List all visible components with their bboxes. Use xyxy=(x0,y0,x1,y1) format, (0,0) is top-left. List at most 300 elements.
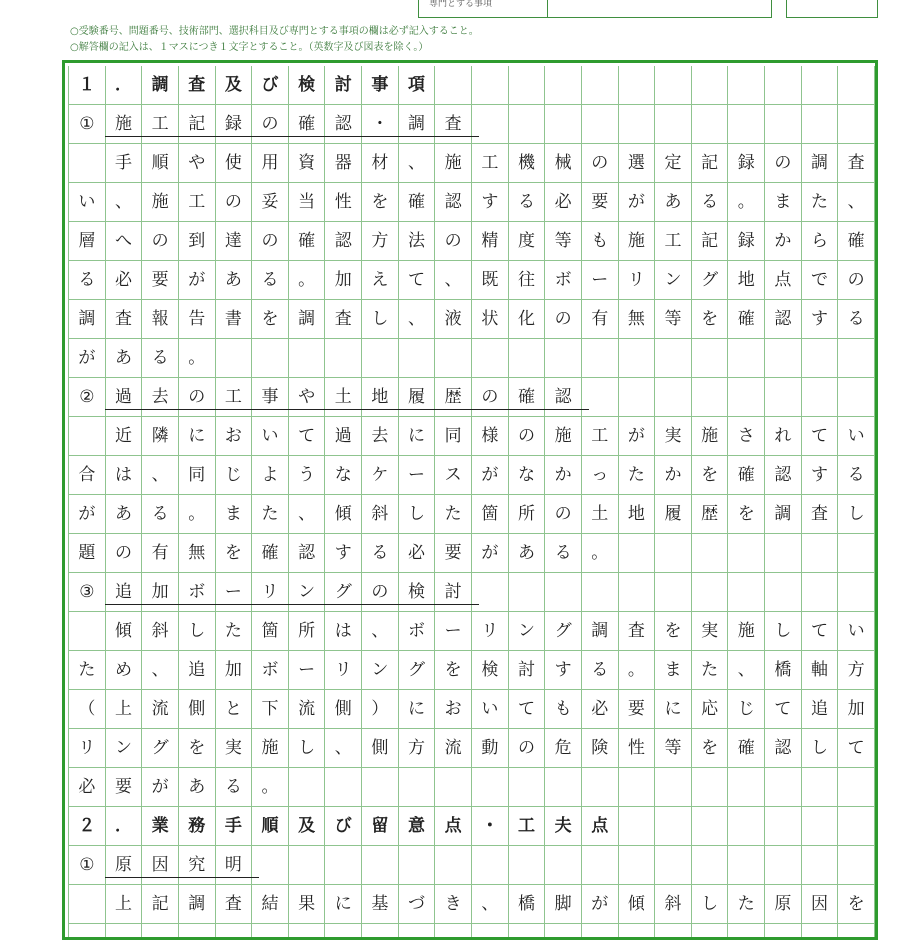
grid-cell[interactable]: 要 xyxy=(106,768,143,807)
grid-cell[interactable]: う xyxy=(289,456,326,495)
grid-cell[interactable] xyxy=(472,573,509,612)
grid-cell[interactable]: 査 xyxy=(802,495,839,534)
grid-cell[interactable]: 認 xyxy=(325,222,362,261)
grid-cell[interactable] xyxy=(106,924,143,940)
grid-cell[interactable]: 動 xyxy=(472,729,509,768)
grid-cell[interactable]: い xyxy=(252,417,289,456)
grid-cell[interactable]: に xyxy=(655,690,692,729)
grid-cell[interactable] xyxy=(362,924,399,940)
grid-cell[interactable]: の xyxy=(435,222,472,261)
grid-cell[interactable]: グ xyxy=(692,261,729,300)
grid-cell[interactable]: 業 xyxy=(142,807,179,846)
grid-cell[interactable]: 実 xyxy=(216,729,253,768)
grid-cell[interactable]: 性 xyxy=(619,729,656,768)
grid-cell[interactable]: 順 xyxy=(252,807,289,846)
grid-cell[interactable]: 側 xyxy=(179,690,216,729)
grid-cell[interactable]: る xyxy=(838,300,875,339)
grid-cell[interactable]: て xyxy=(802,417,839,456)
grid-cell[interactable] xyxy=(252,339,289,378)
grid-cell[interactable]: 基 xyxy=(362,885,399,924)
grid-cell[interactable] xyxy=(765,846,802,885)
grid-cell[interactable] xyxy=(582,573,619,612)
grid-cell[interactable]: し xyxy=(362,300,399,339)
grid-cell[interactable]: は xyxy=(106,456,143,495)
grid-cell[interactable]: れ xyxy=(765,417,802,456)
grid-cell[interactable] xyxy=(399,339,436,378)
grid-cell[interactable]: る xyxy=(216,768,253,807)
grid-cell[interactable]: 方 xyxy=(362,222,399,261)
grid-cell[interactable]: 歴 xyxy=(435,378,472,417)
grid-cell[interactable]: 、 xyxy=(289,495,326,534)
grid-cell[interactable]: 書 xyxy=(216,300,253,339)
grid-cell[interactable]: 要 xyxy=(619,690,656,729)
grid-cell[interactable]: １ xyxy=(69,66,106,105)
grid-cell[interactable]: 箇 xyxy=(472,495,509,534)
grid-cell[interactable] xyxy=(252,924,289,940)
grid-cell[interactable] xyxy=(545,768,582,807)
grid-cell[interactable]: 討 xyxy=(325,66,362,105)
grid-cell[interactable]: 選 xyxy=(619,144,656,183)
grid-cell[interactable] xyxy=(765,66,802,105)
grid-cell[interactable]: 無 xyxy=(619,300,656,339)
grid-cell[interactable]: 近 xyxy=(106,417,143,456)
grid-cell[interactable]: 調 xyxy=(582,612,619,651)
grid-cell[interactable] xyxy=(252,846,289,885)
grid-cell[interactable]: 。 xyxy=(289,261,326,300)
grid-cell[interactable]: 録 xyxy=(728,144,765,183)
grid-cell[interactable] xyxy=(472,105,509,144)
grid-cell[interactable] xyxy=(69,924,106,940)
grid-cell[interactable]: る xyxy=(362,534,399,573)
grid-cell[interactable]: ー xyxy=(435,612,472,651)
grid-cell[interactable]: る xyxy=(142,495,179,534)
grid-cell[interactable]: か xyxy=(765,222,802,261)
grid-cell[interactable] xyxy=(838,66,875,105)
grid-cell[interactable] xyxy=(692,339,729,378)
grid-cell[interactable] xyxy=(509,846,546,885)
grid-cell[interactable]: 確 xyxy=(509,378,546,417)
grid-cell[interactable]: も xyxy=(582,222,619,261)
grid-cell[interactable]: て xyxy=(289,417,326,456)
grid-cell[interactable] xyxy=(69,144,106,183)
grid-cell[interactable]: 明 xyxy=(216,846,253,885)
grid-cell[interactable]: ー xyxy=(399,456,436,495)
grid-cell[interactable] xyxy=(582,924,619,940)
exam-number-box[interactable] xyxy=(786,0,878,18)
grid-cell[interactable]: 調 xyxy=(179,885,216,924)
grid-cell[interactable] xyxy=(216,924,253,940)
grid-cell[interactable]: い xyxy=(472,690,509,729)
grid-cell[interactable]: に xyxy=(399,690,436,729)
grid-cell[interactable]: あ xyxy=(106,339,143,378)
grid-cell[interactable] xyxy=(655,66,692,105)
grid-cell[interactable]: し xyxy=(765,612,802,651)
grid-cell[interactable]: の xyxy=(765,144,802,183)
grid-cell[interactable]: し xyxy=(692,885,729,924)
grid-cell[interactable]: る xyxy=(838,456,875,495)
grid-cell[interactable]: の xyxy=(252,105,289,144)
grid-cell[interactable]: な xyxy=(509,456,546,495)
grid-cell[interactable] xyxy=(619,924,656,940)
grid-cell[interactable]: 事 xyxy=(252,378,289,417)
grid-cell[interactable]: た xyxy=(802,183,839,222)
grid-cell[interactable] xyxy=(289,339,326,378)
grid-cell[interactable] xyxy=(728,846,765,885)
grid-cell[interactable] xyxy=(472,339,509,378)
grid-cell[interactable]: 工 xyxy=(216,378,253,417)
grid-cell[interactable] xyxy=(838,534,875,573)
grid-cell[interactable]: 題 xyxy=(69,534,106,573)
grid-cell[interactable] xyxy=(582,768,619,807)
grid-cell[interactable]: て xyxy=(765,690,802,729)
grid-cell[interactable] xyxy=(765,768,802,807)
grid-cell[interactable] xyxy=(655,105,692,144)
grid-cell[interactable]: の xyxy=(582,144,619,183)
grid-cell[interactable]: て xyxy=(838,729,875,768)
grid-cell[interactable] xyxy=(728,768,765,807)
grid-cell[interactable]: 必 xyxy=(582,690,619,729)
grid-cell[interactable]: 必 xyxy=(69,768,106,807)
grid-cell[interactable] xyxy=(509,768,546,807)
grid-cell[interactable]: 械 xyxy=(545,144,582,183)
grid-cell[interactable]: ） xyxy=(362,690,399,729)
grid-cell[interactable]: 橋 xyxy=(509,885,546,924)
grid-cell[interactable] xyxy=(435,66,472,105)
grid-cell[interactable]: あ xyxy=(509,534,546,573)
grid-cell[interactable]: 側 xyxy=(325,690,362,729)
grid-cell[interactable]: 用 xyxy=(252,144,289,183)
grid-cell[interactable]: 要 xyxy=(142,261,179,300)
grid-cell[interactable] xyxy=(472,924,509,940)
grid-cell[interactable] xyxy=(619,66,656,105)
grid-cell[interactable]: が xyxy=(69,339,106,378)
grid-cell[interactable]: で xyxy=(802,261,839,300)
grid-cell[interactable]: を xyxy=(655,612,692,651)
grid-cell[interactable]: 、 xyxy=(472,885,509,924)
grid-cell[interactable]: し xyxy=(399,495,436,534)
grid-cell[interactable]: め xyxy=(106,651,143,690)
grid-cell[interactable]: る xyxy=(509,183,546,222)
grid-cell[interactable] xyxy=(692,534,729,573)
grid-cell[interactable] xyxy=(619,807,656,846)
grid-cell[interactable]: 調 xyxy=(142,66,179,105)
grid-cell[interactable]: い xyxy=(838,417,875,456)
grid-cell[interactable]: る xyxy=(69,261,106,300)
grid-cell[interactable]: ま xyxy=(765,183,802,222)
grid-cell[interactable] xyxy=(765,339,802,378)
grid-cell[interactable] xyxy=(435,339,472,378)
grid-cell[interactable]: 使 xyxy=(216,144,253,183)
grid-cell[interactable]: す xyxy=(802,300,839,339)
grid-cell[interactable]: が xyxy=(179,261,216,300)
grid-cell[interactable] xyxy=(838,768,875,807)
grid-cell[interactable] xyxy=(692,105,729,144)
grid-cell[interactable]: 、 xyxy=(106,183,143,222)
grid-cell[interactable]: グ xyxy=(325,573,362,612)
grid-cell[interactable] xyxy=(838,105,875,144)
grid-cell[interactable] xyxy=(179,924,216,940)
grid-cell[interactable] xyxy=(545,573,582,612)
grid-cell[interactable]: が xyxy=(619,417,656,456)
grid-cell[interactable] xyxy=(435,924,472,940)
grid-cell[interactable]: 追 xyxy=(802,690,839,729)
grid-cell[interactable]: て xyxy=(399,261,436,300)
grid-cell[interactable]: 上 xyxy=(106,885,143,924)
grid-cell[interactable]: ー xyxy=(582,261,619,300)
grid-cell[interactable] xyxy=(655,339,692,378)
grid-cell[interactable]: 所 xyxy=(509,495,546,534)
grid-cell[interactable]: す xyxy=(472,183,509,222)
grid-cell[interactable] xyxy=(655,924,692,940)
grid-cell[interactable]: 検 xyxy=(289,66,326,105)
grid-cell[interactable]: 加 xyxy=(142,573,179,612)
grid-cell[interactable]: 手 xyxy=(216,807,253,846)
grid-cell[interactable]: ン xyxy=(655,261,692,300)
grid-cell[interactable]: 施 xyxy=(252,729,289,768)
grid-cell[interactable]: 。 xyxy=(252,768,289,807)
grid-cell[interactable]: リ xyxy=(325,651,362,690)
grid-cell[interactable]: の xyxy=(472,378,509,417)
grid-cell[interactable]: 調 xyxy=(802,144,839,183)
grid-cell[interactable] xyxy=(802,924,839,940)
grid-cell[interactable] xyxy=(69,417,106,456)
grid-cell[interactable]: ① xyxy=(69,846,106,885)
grid-cell[interactable]: 認 xyxy=(289,534,326,573)
grid-cell[interactable]: 工 xyxy=(655,222,692,261)
grid-cell[interactable] xyxy=(69,885,106,924)
grid-cell[interactable]: 項 xyxy=(399,66,436,105)
grid-cell[interactable]: 傾 xyxy=(106,612,143,651)
grid-cell[interactable]: 材 xyxy=(362,144,399,183)
grid-cell[interactable]: 確 xyxy=(289,222,326,261)
grid-cell[interactable]: い xyxy=(838,612,875,651)
grid-cell[interactable]: 地 xyxy=(728,261,765,300)
grid-cell[interactable]: 必 xyxy=(545,183,582,222)
grid-cell[interactable] xyxy=(838,924,875,940)
grid-cell[interactable]: 層 xyxy=(69,222,106,261)
grid-cell[interactable]: 究 xyxy=(179,846,216,885)
grid-cell[interactable]: 査 xyxy=(619,612,656,651)
grid-cell[interactable]: し xyxy=(179,612,216,651)
grid-cell[interactable]: 等 xyxy=(655,300,692,339)
grid-cell[interactable]: 機 xyxy=(509,144,546,183)
grid-cell[interactable] xyxy=(619,768,656,807)
grid-cell[interactable]: を xyxy=(692,729,729,768)
grid-cell[interactable]: る xyxy=(692,183,729,222)
grid-cell[interactable]: 過 xyxy=(325,417,362,456)
grid-cell[interactable]: て xyxy=(802,612,839,651)
grid-cell[interactable] xyxy=(619,339,656,378)
grid-cell[interactable] xyxy=(765,573,802,612)
grid-cell[interactable]: 手 xyxy=(106,144,143,183)
grid-cell[interactable]: 状 xyxy=(472,300,509,339)
grid-cell[interactable]: 液 xyxy=(435,300,472,339)
grid-cell[interactable] xyxy=(69,612,106,651)
grid-cell[interactable]: て xyxy=(509,690,546,729)
grid-cell[interactable]: あ xyxy=(655,183,692,222)
grid-cell[interactable]: の xyxy=(142,222,179,261)
grid-cell[interactable]: 調 xyxy=(69,300,106,339)
grid-cell[interactable]: の xyxy=(545,300,582,339)
grid-cell[interactable]: は xyxy=(325,612,362,651)
grid-cell[interactable] xyxy=(692,378,729,417)
grid-cell[interactable]: グ xyxy=(545,612,582,651)
grid-cell[interactable]: の xyxy=(216,183,253,222)
grid-cell[interactable]: 及 xyxy=(289,807,326,846)
grid-cell[interactable]: 地 xyxy=(619,495,656,534)
grid-cell[interactable]: 夫 xyxy=(545,807,582,846)
grid-cell[interactable]: 点 xyxy=(765,261,802,300)
grid-cell[interactable]: の xyxy=(838,261,875,300)
grid-cell[interactable]: に xyxy=(399,417,436,456)
grid-cell[interactable]: っ xyxy=(582,456,619,495)
grid-cell[interactable]: が xyxy=(142,768,179,807)
grid-cell[interactable]: 確 xyxy=(838,222,875,261)
grid-cell[interactable] xyxy=(216,339,253,378)
grid-cell[interactable]: 。 xyxy=(179,339,216,378)
grid-cell[interactable]: か xyxy=(545,456,582,495)
grid-cell[interactable] xyxy=(728,105,765,144)
grid-cell[interactable]: ． xyxy=(106,807,143,846)
grid-cell[interactable] xyxy=(802,378,839,417)
grid-cell[interactable]: 、 xyxy=(728,651,765,690)
grid-cell[interactable]: 有 xyxy=(582,300,619,339)
grid-cell[interactable]: 所 xyxy=(289,612,326,651)
grid-cell[interactable]: の xyxy=(179,378,216,417)
grid-cell[interactable] xyxy=(692,768,729,807)
grid-cell[interactable]: 実 xyxy=(655,417,692,456)
grid-cell[interactable] xyxy=(728,534,765,573)
grid-cell[interactable]: 資 xyxy=(289,144,326,183)
grid-cell[interactable]: 工 xyxy=(472,144,509,183)
grid-cell[interactable]: 過 xyxy=(106,378,143,417)
grid-cell[interactable]: 留 xyxy=(362,807,399,846)
grid-cell[interactable] xyxy=(435,768,472,807)
grid-cell[interactable]: 追 xyxy=(106,573,143,612)
grid-cell[interactable]: ボ xyxy=(252,651,289,690)
grid-cell[interactable]: ボ xyxy=(179,573,216,612)
grid-cell[interactable]: 報 xyxy=(142,300,179,339)
grid-cell[interactable] xyxy=(582,105,619,144)
grid-cell[interactable]: 査 xyxy=(179,66,216,105)
grid-cell[interactable] xyxy=(692,807,729,846)
grid-cell[interactable] xyxy=(545,105,582,144)
grid-cell[interactable]: づ xyxy=(399,885,436,924)
grid-cell[interactable]: よ xyxy=(252,456,289,495)
grid-cell[interactable]: 記 xyxy=(692,144,729,183)
grid-cell[interactable]: 確 xyxy=(399,183,436,222)
grid-cell[interactable]: ② xyxy=(69,378,106,417)
grid-cell[interactable]: 、 xyxy=(399,144,436,183)
grid-cell[interactable]: が xyxy=(472,456,509,495)
grid-cell[interactable]: の xyxy=(252,222,289,261)
grid-cell[interactable]: 確 xyxy=(728,456,765,495)
grid-cell[interactable] xyxy=(692,846,729,885)
grid-cell[interactable]: 点 xyxy=(582,807,619,846)
grid-cell[interactable]: 施 xyxy=(692,417,729,456)
grid-cell[interactable]: 等 xyxy=(655,729,692,768)
grid-cell[interactable]: に xyxy=(179,417,216,456)
grid-cell[interactable]: 施 xyxy=(435,144,472,183)
grid-cell[interactable]: 施 xyxy=(545,417,582,456)
grid-cell[interactable]: 妥 xyxy=(252,183,289,222)
grid-cell[interactable] xyxy=(362,339,399,378)
grid-cell[interactable]: な xyxy=(325,456,362,495)
grid-cell[interactable]: き xyxy=(435,885,472,924)
grid-cell[interactable]: リ xyxy=(472,612,509,651)
grid-cell[interactable] xyxy=(728,339,765,378)
grid-cell[interactable] xyxy=(838,573,875,612)
grid-cell[interactable]: 認 xyxy=(765,300,802,339)
grid-cell[interactable] xyxy=(325,339,362,378)
grid-cell[interactable]: あ xyxy=(106,495,143,534)
grid-cell[interactable]: 検 xyxy=(399,573,436,612)
grid-cell[interactable] xyxy=(692,66,729,105)
grid-cell[interactable]: ら xyxy=(802,222,839,261)
grid-cell[interactable]: ケ xyxy=(362,456,399,495)
grid-cell[interactable] xyxy=(728,378,765,417)
grid-cell[interactable]: ま xyxy=(655,651,692,690)
grid-cell[interactable]: す xyxy=(325,534,362,573)
grid-cell[interactable]: 確 xyxy=(289,105,326,144)
grid-cell[interactable]: の xyxy=(106,534,143,573)
grid-cell[interactable] xyxy=(838,807,875,846)
grid-cell[interactable] xyxy=(362,846,399,885)
grid-cell[interactable]: 傾 xyxy=(619,885,656,924)
grid-cell[interactable]: ・ xyxy=(472,807,509,846)
grid-cell[interactable] xyxy=(582,846,619,885)
grid-cell[interactable] xyxy=(509,573,546,612)
grid-cell[interactable]: に xyxy=(325,885,362,924)
grid-cell[interactable] xyxy=(655,378,692,417)
grid-cell[interactable]: る xyxy=(545,534,582,573)
grid-cell[interactable]: 記 xyxy=(692,222,729,261)
grid-cell[interactable]: 施 xyxy=(728,612,765,651)
grid-cell[interactable]: 施 xyxy=(619,222,656,261)
grid-cell[interactable]: 流 xyxy=(142,690,179,729)
grid-cell[interactable] xyxy=(802,534,839,573)
grid-cell[interactable]: 履 xyxy=(655,495,692,534)
grid-cell[interactable]: ー xyxy=(216,573,253,612)
grid-cell[interactable]: 等 xyxy=(545,222,582,261)
grid-cell[interactable] xyxy=(619,846,656,885)
grid-cell[interactable]: 隣 xyxy=(142,417,179,456)
grid-cell[interactable]: 原 xyxy=(765,885,802,924)
grid-cell[interactable]: を xyxy=(179,729,216,768)
grid-cell[interactable]: 因 xyxy=(142,846,179,885)
grid-cell[interactable] xyxy=(692,573,729,612)
grid-cell[interactable]: 危 xyxy=(545,729,582,768)
grid-cell[interactable]: 工 xyxy=(142,105,179,144)
grid-cell[interactable]: 化 xyxy=(509,300,546,339)
grid-cell[interactable]: ー xyxy=(289,651,326,690)
grid-cell[interactable]: ス xyxy=(435,456,472,495)
grid-cell[interactable]: 記 xyxy=(142,885,179,924)
grid-cell[interactable] xyxy=(362,768,399,807)
grid-cell[interactable] xyxy=(765,378,802,417)
grid-cell[interactable]: を xyxy=(838,885,875,924)
grid-cell[interactable]: 同 xyxy=(179,456,216,495)
grid-cell[interactable]: す xyxy=(802,456,839,495)
grid-cell[interactable] xyxy=(325,846,362,885)
grid-cell[interactable]: 録 xyxy=(728,222,765,261)
grid-cell[interactable]: 合 xyxy=(69,456,106,495)
grid-cell[interactable]: 達 xyxy=(216,222,253,261)
grid-cell[interactable]: 。 xyxy=(179,495,216,534)
grid-cell[interactable]: が xyxy=(69,495,106,534)
grid-cell[interactable]: 認 xyxy=(325,105,362,144)
grid-cell[interactable]: し xyxy=(802,729,839,768)
